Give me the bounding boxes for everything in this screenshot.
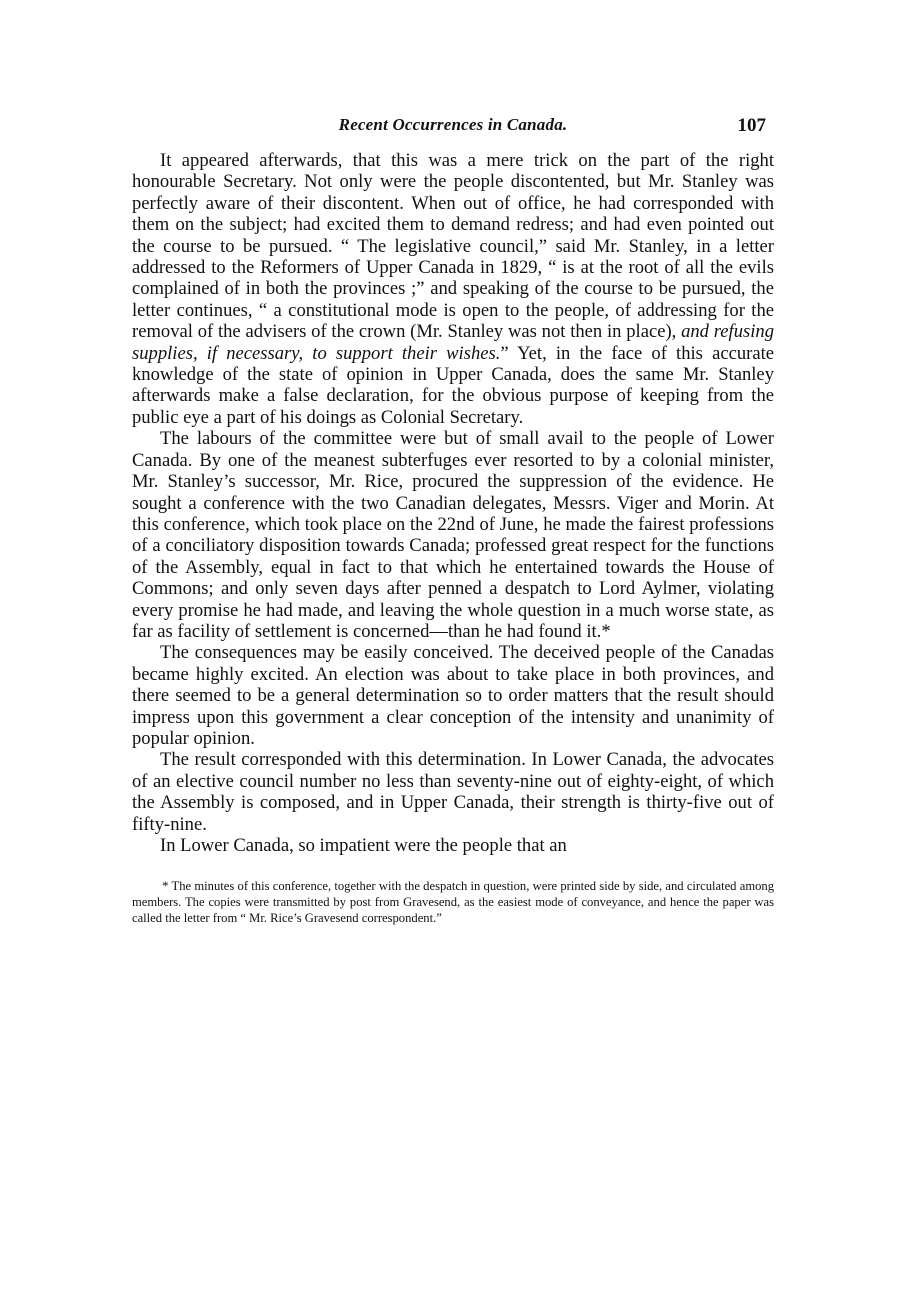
footnote-reference: * <box>601 620 611 642</box>
running-head <box>132 112 774 142</box>
paragraph <box>132 835 774 856</box>
footnote <box>132 878 774 926</box>
paragraph-text: ” Yet, in the face of this accurate knowledge of the state of opinion in Upper Canada, does the same Mr. Stanley afterwards make a false declaration, for the obvious purpose of keeping from the public eye a part of his doings as Colonial Secretary. <box>132 342 774 428</box>
footnote-paragraph <box>132 878 774 926</box>
paragraph <box>132 150 774 428</box>
paragraph-text: The consequences may be easily conceived. The deceived people of the Canadas became highly excited. An election was about to take place in both provinces, and there seemed to be a general determination so to order matters that the result should impress upon this government a clear conception of the intensity and unanimity of popular opinion. <box>132 642 774 749</box>
paragraph <box>132 642 774 749</box>
footnote-mark: * <box>162 878 169 894</box>
paragraph-text: It appeared afterwards, that this was a mere trick on the part of the right honourable Secretary. Not only were the people discontented, but Mr. Stanley was perfectly aware of their discontent. When out of office, he had corresponded with them on the subject; had excited them to demand redress; and had even pointed out the course to be pursued. “ The legislative council,” said Mr. Stanley, in a letter addressed to the Reformers of Upper Canada in 1829, “ is at the root of all the evils complained of in both the provinces ;” and speaking of the course to be pursued, the letter continues, “ a constitutional mode is open to the people, of addressing for the removal of the advisers of the crown (Mr. Stanley was not then in place), <box>132 150 774 343</box>
paragraph-text: The labours of the committee were but of small avail to the people of Lower Canada. By one of the meanest subterfuges ever resorted to by a colonial minister, Mr. Stanley’s successor, Mr. Rice, procured the suppression of the evidence. He sought a conference with the two Canadian delegates, Messrs. Viger and Morin. At this conference, which took place on the 22nd of June, he made the fairest professions of a conciliatory disposition towards Canada; professed great respect for the functions of the Assembly, equal in fact to that which he entertained towards the House of Commons; and only seven days after penned a despatch to Lord Aylmer, violating every promise he had made, and leaving the whole question in a much worse state, as far as facility of settlement is concerned—than he had found it. <box>132 428 774 642</box>
running-title: Recent Occurrences in Canada. <box>338 115 568 134</box>
paragraph <box>132 749 774 835</box>
book-page <box>132 112 774 926</box>
italic-quote: and refusing supplies, if necessary, to support their wishes. <box>132 321 774 364</box>
page-number: 107 <box>737 115 766 136</box>
body-text <box>132 150 774 856</box>
footnote-text: The minutes of this conference, together with the despatch in question, were printed side by side, and circulated among members. The copies were transmitted by post from Gravesend, as the easiest mode of conveyance, and hence the paper was called the letter from “ Mr. Rice’s Gravesend correspondent.” <box>132 879 775 925</box>
paragraph-text: In Lower Canada, so impatient were the people that an <box>160 835 567 856</box>
paragraph-text: The result corresponded with this determination. In Lower Canada, the advocates of an elective council number no less than seventy-nine out of eighty-eight, of which the Assembly is composed, and in Upper Canada, their strength is thirty-five out of fifty-nine. <box>132 749 774 835</box>
paragraph <box>132 428 774 642</box>
